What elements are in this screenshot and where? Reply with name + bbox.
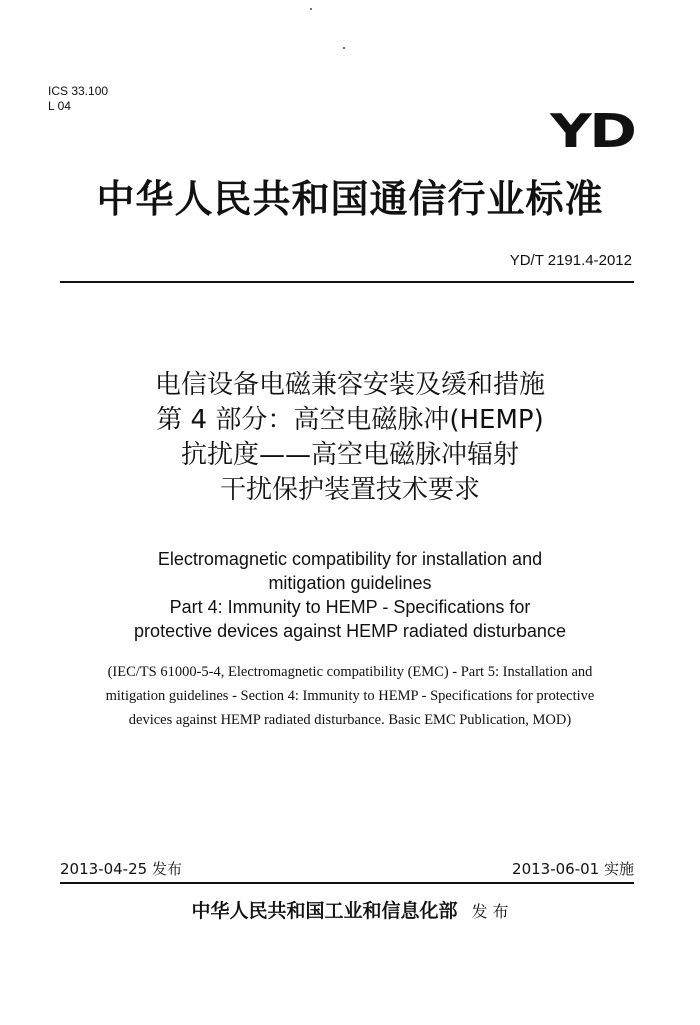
adoption-line: (IEC/TS 61000-5-4, Electromagnetic compatibility (EMC) - Part 5: Installation and <box>107 664 593 680</box>
chinese-title-line: 抗扰度——高空电磁脉冲辐射 <box>180 440 519 470</box>
classification-codes <box>48 84 108 114</box>
yd-logo: YD <box>549 104 634 158</box>
chinese-title-line: 第 4 部分：高空电磁脉冲(HEMP) <box>156 405 544 435</box>
scan-speck <box>310 8 312 10</box>
issue-label: 发 布 <box>471 902 509 921</box>
ccs-code: L 04 <box>48 99 71 113</box>
scan-speck <box>343 47 345 49</box>
english-title-line: protective devices against HEMP radiated disturbance <box>134 621 566 641</box>
issuer-name: 中华人民共和国工业和信息化部 <box>191 900 458 922</box>
english-title-line: mitigation guidelines <box>268 573 432 593</box>
standard-code: YD/T 2191.4-2012 <box>509 252 632 269</box>
bottom-divider <box>60 882 634 884</box>
issue-date: 2013-04-25 发布 <box>60 860 182 878</box>
chinese-title-line: 干扰保护装置技术要求 <box>219 475 480 505</box>
chinese-title-line: 电信设备电磁兼容安装及缓和措施 <box>154 370 545 400</box>
adoption-line: devices against HEMP radiated disturbance. Basic EMC Publication, MOD) <box>128 712 572 728</box>
standard-type-title: 中华人民共和国通信行业标准 <box>96 177 604 221</box>
adoption-line: mitigation guidelines - Section 4: Immunity to HEMP - Specifications for protective <box>105 688 595 704</box>
english-title-line: Part 4: Immunity to HEMP - Specifications for <box>169 597 531 617</box>
adoption-statement <box>40 660 660 732</box>
english-title <box>0 547 700 643</box>
implementation-date: 2013-06-01 实施 <box>512 860 634 878</box>
ics-code: ICS 33.100 <box>48 84 109 98</box>
issuing-authority <box>0 896 700 923</box>
top-divider <box>60 281 634 283</box>
english-title-line: Electromagnetic compatibility for installation and <box>157 549 543 569</box>
chinese-title <box>0 368 700 508</box>
